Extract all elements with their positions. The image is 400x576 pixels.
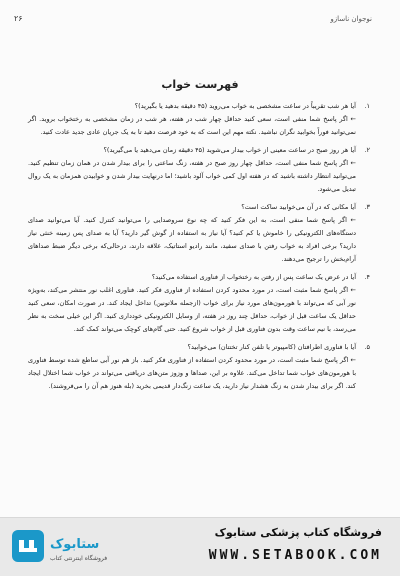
item-number: ۴. <box>364 273 370 281</box>
svg-text:ستابوک: ستابوک <box>50 537 100 552</box>
page-header <box>14 14 372 23</box>
answer-text: ← اگر پاسخ شما منفی است، حداقل چهار روز صبح در هفته، زنگ ساعتی را برای بیدار شدن در همان زمان تنظیم کنید. می‌توانید انتظار داشته باشید که در هفته اول کمی خواب آلود باشید؛ اما درنهایت بیدار شدن و خوابیدن همزمان به یک روال تبدیل می‌شود. <box>28 159 356 193</box>
list-item <box>28 100 370 139</box>
setabook-logo <box>10 526 130 566</box>
answer-text: ← اگر پاسخ شما مثبت است، در مورد محدود کردن استفاده از فناوری فکر کنید. فناوری اغلب نور منتشر می‌کند، به‌ویژه نور آبی که می‌تواند با هورمون‌های مورد نیاز برای خواب (ازجمله ملاتونین) تداخل ایجاد کند. در صورت امکان، سعی کنید حداقل یک ساعت قبل از خواب، حداقل چند روز در هفته، از وسایل الکترونیکی خودداری کنید. اگر این خیلی سخت به نظر می‌رسد، با نیم ساعت وقت بدون فناوری قبل از خواب شروع کنید. حتی گام‌های کوچک می‌تواند کمک کند. <box>28 286 356 333</box>
list-item <box>28 271 370 336</box>
question-text: آیا هر روز صبح در ساعت معینی از خواب بیدار می‌شوید (۴۵ دقیقه زمان می‌دهید یا می‌گیرید)؟ <box>103 146 356 154</box>
store-watermark-banner <box>0 517 400 576</box>
item-number: ۵. <box>364 343 370 351</box>
question-text: آیا هر شب تقریباً در ساعت مشخصی به خواب می‌روید (۴۵ دقیقه بدهید یا بگیرید)؟ <box>134 102 356 110</box>
answer-text: ← اگر پاسخ شما مثبت است، در مورد محدود کردن استفاده از فناوری فکر کنید. باز هم نور آبی ساطع شده توسط فناوری با هورمون‌های خواب شما تداخل می‌کند. علاوه بر این، صداها و وزوز متن‌های دریافتی می‌تواند در خواب شما اختلال ایجاد کند. اگر برای بیدار شدن به زنگ هشدار نیاز دارید، یک ساعت زنگ‌دار قدیمی بخرید (بله هنوز هم آن را می‌فروشند). <box>28 356 356 390</box>
question-text: آیا مکانی که در آن می‌خوابید ساکت است؟ <box>241 203 356 211</box>
list-item <box>28 201 370 266</box>
question-row <box>28 144 370 157</box>
answer-text: ← اگر پاسخ شما منفی است، سعی کنید حداقل چهار شب در هفته، هر شب در زمان مشخصی به رختخواب بروید. اگر نمی‌توانید فوراً بخوابید نگران نباشید. نکته مهم این است که به خود فرصت دهید تا به یک جریان عادی جدید عادت کنید. <box>28 115 356 136</box>
question-text: آیا با فناوری اطرافتان (کامپیوتر یا تلفن کنار تختتان) می‌خوابید؟ <box>187 343 356 351</box>
running-title: نوجوان ناسازو <box>330 14 372 23</box>
list-item <box>28 144 370 196</box>
checklist <box>28 100 370 398</box>
question-row <box>28 201 370 214</box>
section-title: فهرست خواب <box>161 78 239 91</box>
page-number: ۲۶ <box>14 14 23 23</box>
question-row <box>28 271 370 284</box>
question-row <box>28 100 370 113</box>
store-url: WWW.SETABOOK.COM <box>208 548 382 563</box>
question-text: آیا در عرض یک ساعت پس از رفتن به رختخواب از فناوری استفاده می‌کنید؟ <box>151 273 356 281</box>
svg-text:فروشگاه اینترنتی کتاب: فروشگاه اینترنتی کتاب <box>50 555 108 562</box>
item-number: ۳. <box>364 203 370 211</box>
item-number: ۱. <box>364 102 370 110</box>
store-name: فروشگاه کتاب پزشکی ستابوک <box>214 526 382 539</box>
answer-text: ← اگر پاسخ شما منفی است، به این فکر کنید که چه نوع سروصدایی را می‌توانید کنترل کنید. آیا می‌توانید صدای دستگاه‌های الکترونیکی را خاموش یا کم کنید؟ آیا نیاز به استفاده از گوش گیر دارید؟ آیا به صدای پس زمینه خنثی نیاز دارید؟ برخی افراد به خواب رفتن با صدای سفید، مانند رادیو استاتیک، علاقه دارند، درحالی‌که برخی دیگر ضبط صداهای آرام‌بخش را ترجیح می‌دهند. <box>28 216 356 263</box>
question-row <box>28 341 370 354</box>
item-number: ۲. <box>364 146 370 154</box>
list-item <box>28 341 370 393</box>
